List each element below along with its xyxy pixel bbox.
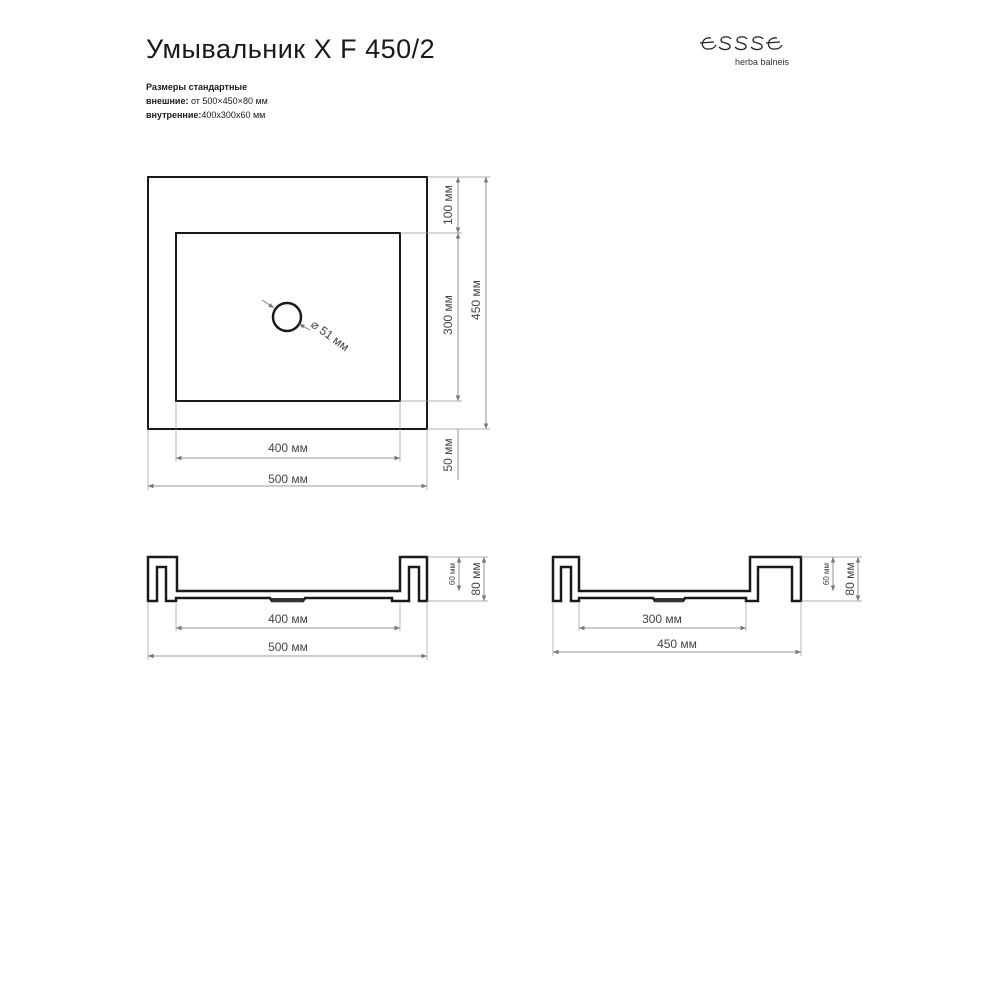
side-drain <box>655 598 683 602</box>
specs-outer-value: от 500×450×80 мм <box>190 96 268 106</box>
front-dim-outer-height: 80 мм <box>469 562 483 596</box>
front-dim-inner-depth: 60 мм <box>448 562 457 586</box>
brand-subtitle: herba balneis <box>735 57 790 67</box>
specs-inner-value: 400x300x60 мм <box>201 110 266 120</box>
specs-outer-label: внешние: <box>146 96 189 106</box>
page-title: Умывальник X F 450/2 <box>146 34 436 64</box>
dim-top-margin: 100 мм <box>441 185 455 225</box>
specs-heading: Размеры стандартные <box>146 82 248 92</box>
side-view <box>553 557 862 656</box>
dim-bottom-margin: 50 мм <box>441 438 455 472</box>
top-inner-basin <box>176 233 400 401</box>
side-dim-inner-depth: 60 мм <box>822 562 831 586</box>
dim-drain-diameter: ⌀ 51 мм <box>308 317 352 355</box>
front-section-profile <box>148 557 427 601</box>
dim-inner-depth: 300 мм <box>441 295 455 335</box>
side-dim-outer-height: 80 мм <box>843 562 857 596</box>
side-dim-outer-width: 450 мм <box>657 637 697 651</box>
front-dim-outer-width: 500 мм <box>268 640 308 654</box>
top-view <box>148 177 490 490</box>
dim-outer-depth: 450 мм <box>469 280 483 320</box>
drain-hole <box>273 303 301 331</box>
front-drain <box>272 598 303 602</box>
front-dim-inner-width: 400 мм <box>268 612 308 626</box>
dim-outer-width: 500 мм <box>268 472 308 486</box>
specs-inner-label: внутренние: <box>146 110 202 120</box>
dim-inner-width: 400 мм <box>268 441 308 455</box>
side-section-profile <box>553 557 801 601</box>
front-view <box>148 557 488 660</box>
side-dim-inner-width: 300 мм <box>642 612 682 626</box>
